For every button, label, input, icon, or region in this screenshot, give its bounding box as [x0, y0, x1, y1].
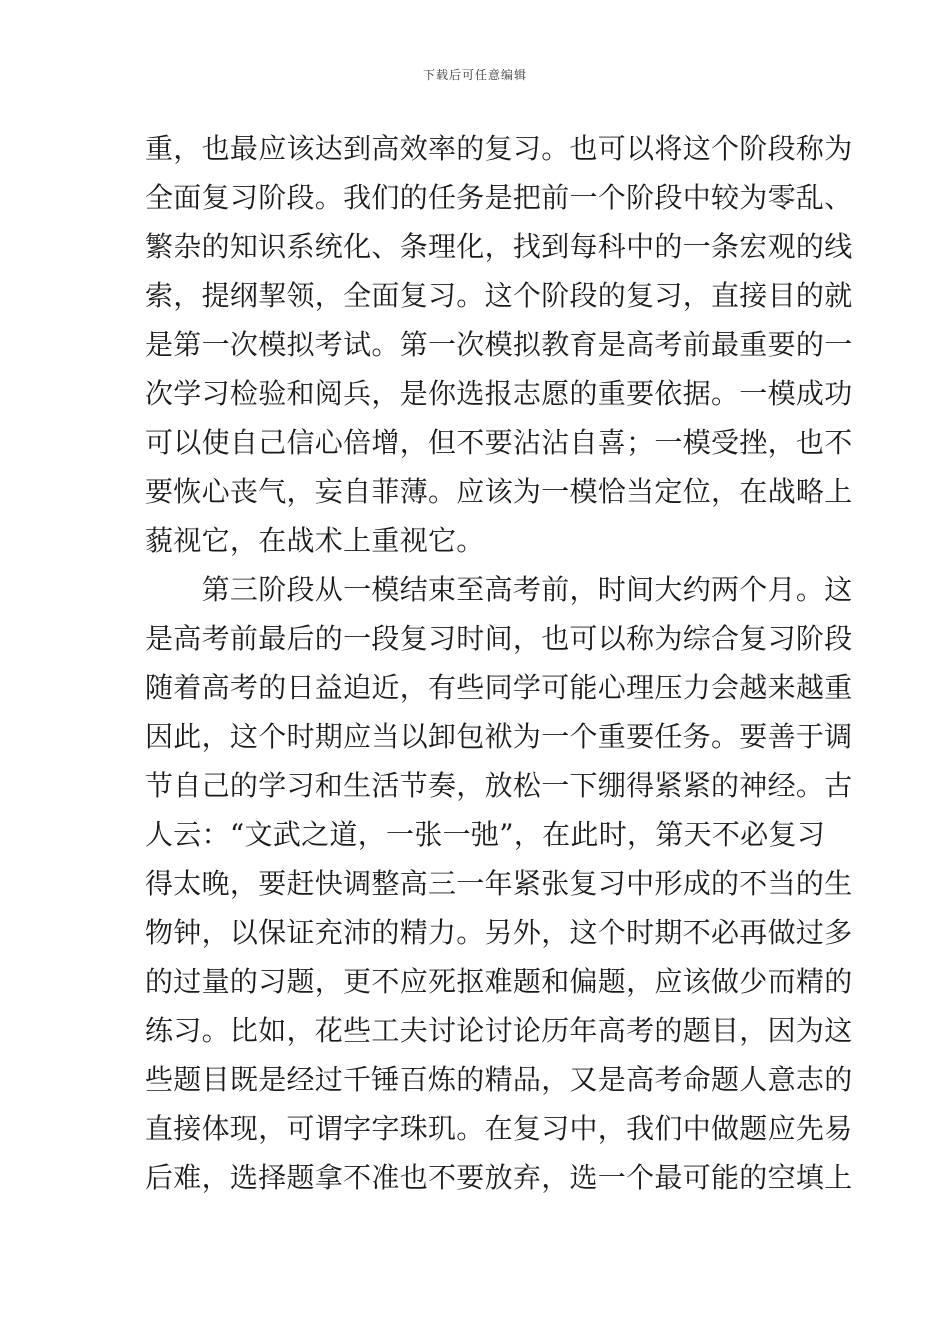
text-line: 得太晚，要赶快调整高三一年紧张复习中形成的不当的生	[145, 867, 853, 900]
text-line: 是高考前最后的一段复习时间，也可以称为综合复习阶段	[145, 622, 853, 655]
text-line: 练习。比如，花些工夫讨论讨论历年高考的题目，因为这	[145, 1014, 853, 1047]
text-line: 直接体现，可谓字字珠玑。在复习中，我们中做题应先易	[145, 1112, 853, 1145]
text-line: 人云：“文武之道，一张一弛”，在此时，第天不必复习	[145, 818, 826, 851]
text-line: 节自己的学习和生活节奏，放松一下绷得紧紧的神经。古	[145, 769, 853, 802]
text-line: 藐视它，在战术上重视它。	[145, 524, 485, 557]
text-line: 的过量的习题，更不应死抠难题和偏题，应该做少而精的	[145, 965, 853, 998]
text-line: 全面复习阶段。我们的任务是把前一个阶段中较为零乱、	[145, 181, 853, 214]
text-line: 可以使自己信心倍增，但不要沾沾自喜；一模受挫，也不	[145, 426, 853, 459]
text-line: 重，也最应该达到高效率的复习。也可以将这个阶段称为	[145, 132, 853, 165]
text-line: 随着高考的日益迫近，有些同学可能心理压力会越来越重	[145, 671, 853, 704]
text-line: 些题目既是经过千锤百炼的精品，又是高考命题人意志的	[145, 1063, 853, 1096]
body-text	[145, 124, 853, 1202]
text-line: 后难，选择题拿不准也不要放弃，选一个最可能的空填上	[145, 1161, 853, 1194]
header-note: 下载后可任意编辑	[422, 68, 527, 82]
text-line: 索，提纲挈领，全面复习。这个阶段的复习，直接目的就	[145, 279, 853, 312]
text-line: 第三阶段从一模结束至高考前，时间大约两个月。这	[145, 573, 853, 606]
text-line: 物钟，以保证充沛的精力。另外，这个时期不必再做过多	[145, 916, 853, 949]
text-line: 因此，这个时期应当以卸包袱为一个重要任务。要善于调	[145, 720, 853, 753]
text-line: 是第一次模拟考试。第一次模拟教育是高考前最重要的一	[145, 328, 853, 361]
text-line: 繁杂的知识系统化、条理化，找到每科中的一条宏观的线	[145, 230, 853, 263]
text-line: 次学习检验和阅兵，是你选报志愿的重要依据。一模成功	[145, 377, 853, 410]
text-line: 要恢心丧气，妄自菲薄。应该为一模恰当定位，在战略上	[145, 475, 853, 508]
